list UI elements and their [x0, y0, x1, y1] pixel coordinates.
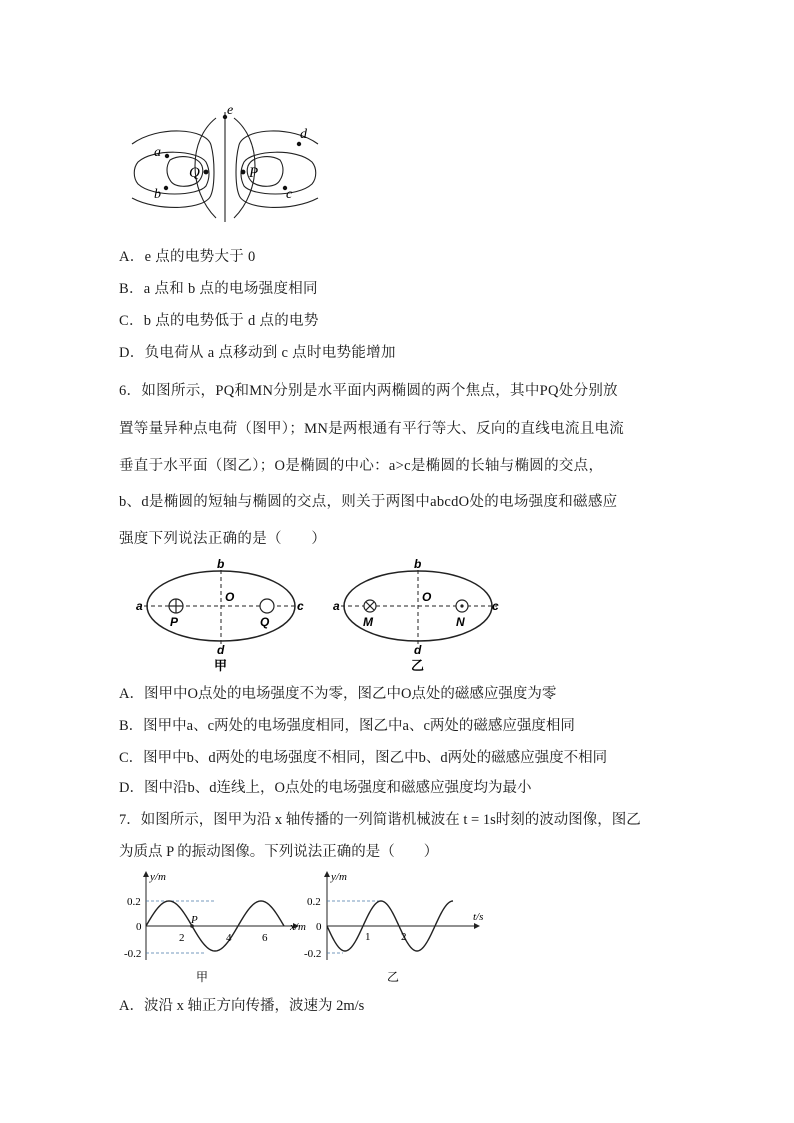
- svg-text:P: P: [170, 615, 179, 629]
- q6-option-a: A．图甲中O点处的电场强度不为零，图乙中O点处的磁感应强度为零: [119, 686, 557, 702]
- q6-option-b: B．图甲中a、c两处的电场强度相同，图乙中a、c两处的磁感应强度相同: [119, 718, 575, 734]
- svg-text:Q: Q: [260, 615, 270, 629]
- label-b: b: [154, 187, 161, 202]
- svg-text:b: b: [414, 557, 422, 571]
- q7-option-a: A．波沿 x 轴正方向传播，波速为 2m/s: [119, 998, 365, 1014]
- q5-option-c: C．b 点的电势低于 d 点的电势: [119, 313, 319, 329]
- svg-text:6: 6: [262, 932, 268, 944]
- point-d: [297, 142, 301, 146]
- q6-option-d: D．图中沿b、d连线上，O点处的电场强度和磁感应强度均为最小: [119, 780, 532, 796]
- charge-q-negative: [260, 599, 274, 613]
- label-a: a: [154, 145, 161, 160]
- svg-text:4: 4: [226, 932, 232, 944]
- svg-text:2: 2: [401, 931, 407, 943]
- label-q: Q: [189, 165, 200, 181]
- svg-text:P: P: [191, 914, 198, 926]
- label-p: P: [249, 165, 259, 181]
- svg-text:-0.2: -0.2: [124, 948, 142, 960]
- svg-text:b: b: [217, 557, 225, 571]
- svg-text:M: M: [363, 615, 373, 629]
- svg-text:0: 0: [316, 921, 322, 933]
- current-m-into-page: [364, 600, 376, 612]
- svg-text:0: 0: [136, 921, 142, 933]
- current-n-out-of-page: [456, 600, 468, 612]
- svg-text:乙: 乙: [411, 658, 425, 673]
- q5-option-a: A．e 点的电势大于 0: [119, 249, 256, 265]
- charge-p: [241, 170, 246, 175]
- svg-text:d: d: [414, 643, 422, 657]
- svg-text:x/m: x/m: [290, 921, 306, 933]
- q7-stem-line-2: 为质点 P 的振动图像。下列说法正确的是（ ）: [119, 844, 439, 860]
- q5-option-d: D．负电荷从 a 点移动到 c 点时电势能增加: [119, 345, 396, 361]
- svg-text:0.2: 0.2: [307, 896, 321, 908]
- svg-text:1: 1: [365, 931, 371, 943]
- q6-stem-line-3: 垂直于水平面（图乙）；O是椭圆的中心：a>c是椭圆的长轴与椭圆的交点，: [119, 458, 604, 474]
- charge-p-positive: [169, 599, 183, 613]
- svg-text:2: 2: [179, 932, 185, 944]
- q5-field-figure: [118, 100, 328, 225]
- q7-stem-line-1: 7．如图所示，图甲为沿 x 轴传播的一列简谐机械波在 t = 1s时刻的波动图像，图乙: [119, 812, 641, 828]
- svg-text:d: d: [217, 643, 225, 657]
- svg-text:O: O: [422, 590, 432, 604]
- point-b: [164, 186, 168, 190]
- svg-text:-0.2: -0.2: [304, 948, 322, 960]
- q5-option-b: B．a 点和 b 点的电场强度相同: [119, 281, 318, 297]
- svg-text:乙: 乙: [387, 970, 400, 984]
- q6-stem-line-1: 6．如图所示，PQ和MN分别是水平面内两椭圆的两个焦点，其中PQ处分别放: [119, 383, 618, 399]
- svg-text:c: c: [297, 599, 304, 613]
- q6-stem-line-4: b、d是椭圆的短轴与椭圆的交点，则关于两图中abcdO处的电场强度和磁感应: [119, 494, 618, 510]
- svg-text:y/m: y/m: [150, 871, 166, 883]
- q7-graph-yi: [301, 868, 491, 988]
- svg-text:a: a: [136, 599, 143, 613]
- svg-text:0.2: 0.2: [127, 896, 141, 908]
- q6-option-c: C．图甲中b、d两处的电场强度不相同，图乙中b、d两处的磁感应强度不相同: [119, 750, 608, 766]
- label-c: c: [286, 187, 293, 202]
- q7-graph-jia: [126, 868, 316, 988]
- svg-text:c: c: [492, 599, 499, 613]
- q6-figure-jia: [130, 556, 320, 672]
- q6-figure-yi: [327, 556, 517, 672]
- svg-text:甲: 甲: [214, 658, 228, 673]
- q6-stem-line-5: 强度下列说法正确的是（ ）: [119, 531, 327, 547]
- svg-text:N: N: [456, 615, 465, 629]
- point-a: [165, 154, 169, 158]
- charge-q: [204, 170, 209, 175]
- svg-text:a: a: [333, 599, 340, 613]
- svg-text:O: O: [225, 590, 235, 604]
- svg-text:t/s: t/s: [473, 911, 484, 923]
- svg-text:y/m: y/m: [331, 871, 347, 883]
- label-d: d: [300, 127, 307, 142]
- svg-text:甲: 甲: [196, 970, 209, 984]
- q6-stem-line-2: 置等量异种点电荷（图甲）；MN是两根通有平行等大、反向的直线电流且电流: [119, 421, 625, 437]
- label-e: e: [227, 103, 234, 118]
